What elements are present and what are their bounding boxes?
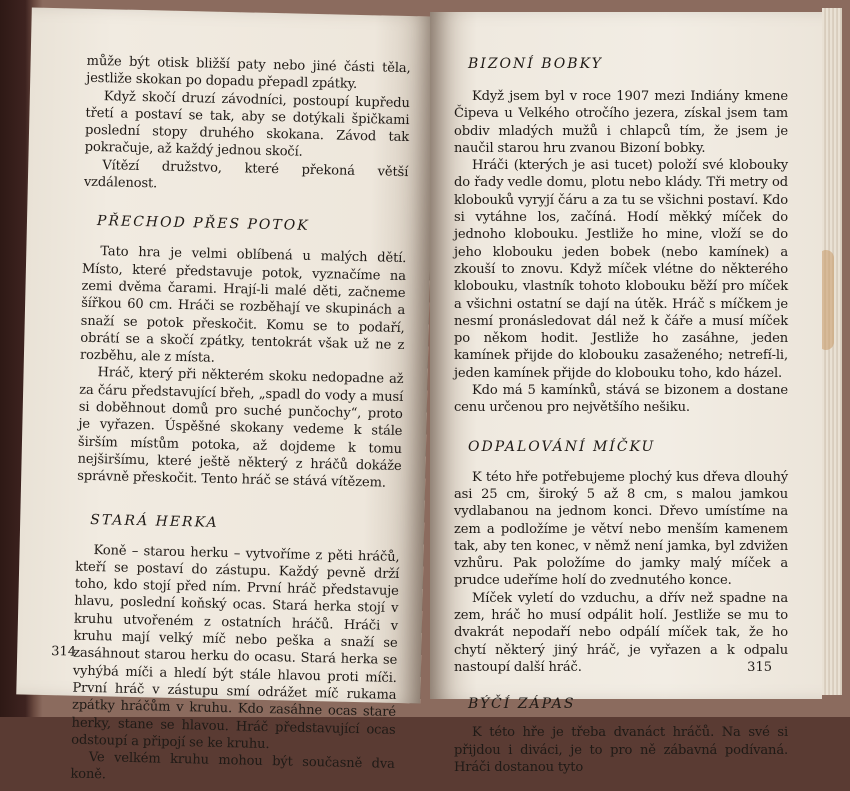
section-heading: BIZONÍ BOBKY (468, 56, 603, 72)
section-heading: PŘECHOD PŘES POTOK (96, 213, 310, 235)
left-page (16, 8, 435, 783)
section-heading: ODPALOVÁNÍ MÍČKU (468, 438, 656, 455)
paragraph: Vítězí družstvo, které překoná větší vzdálenost. (83, 157, 409, 192)
paragraph: Kdo má 5 kamínků, stává se bizonem a dostane cenu určenou pro největšího nešiku. (454, 383, 788, 416)
paragraph: Když jsem byl v roce 1907 mezi Indiány kmene Čipeva u Velkého otročího jezera, získal jsem tam obdiv mladých mužů i chlapců tím, že jsem je naučil starou hru zvanou Bizoní bobky. (454, 89, 788, 156)
paragraph: K této hře je třeba dvanáct hráčů. Na své si přijdou i diváci, je to pro ně zábavná podívaná. Hráči dostanou tyto (454, 725, 788, 775)
paragraph: Když skočí druzí závodníci, postoupí kupředu třetí a postaví se tak, aby se dotýkali špičkami poslední stopy druhého skokana. Závod tak pokračuje, až každý jednou skočí. (84, 88, 410, 161)
page-edges (822, 8, 842, 695)
page-number: 315 (747, 660, 772, 675)
paragraph: Hráč, který při některém skoku nedopadne až za čáru představující břeh, „spadl do vody a musí si doběhnout domů pro suché punčochy“, proto je vyřazen. Úspěšné skokany vedeme k stále širším místům potoka, až dojdeme k tomu nejširšímu, které ještě některý z hráčů dokáže správně přeskočit. Tento hráč se stává vítězem. (77, 365, 404, 491)
paragraph: Hráči (kterých je asi tucet) položí své klobouky do řady vedle domu, plotu nebo klády. Tři metry od klobouků vyryjí čáru a za tu se všichni postaví. Kdo si vytáhne los, začíná. Hodí měkký míček do jednoho klobouku. Jestliže ho mine, vloží se do jeho klobouku jeden bobek (nebo kamínek) a zkouší to znovu. Když míček vlétne do některého klobouku, vlastník tohoto klobouku běží pro míček a všichni ostatní se dají na útěk. Hráč s míčkem je nesmí pronásledovat dál než k čáře a musí míček po někom hodit. Jestliže ho zasáhne, jeden kamínek přijde do klobouku zasaženého; netrefí-li, jeden kamínek přijde do klobouku toho, kdo házel. (454, 158, 788, 381)
section-heading: BÝČÍ ZÁPAS (468, 696, 576, 713)
paragraph: K této hře potřebujeme plochý kus dřeva dlouhý asi 25 cm, široký 5 až 8 cm, s malou jamkou vydlabanou na jednom konci. Dřevo umístíme na zem a podložíme je větví nebo menším kamenem tak, aby ten konec, v němž není jamka, byl zdvižen vzhůru. Pak položíme do jamky malý míček a prudce udeříme holí do zvednutého konce. (454, 469, 788, 589)
right-page (430, 12, 822, 775)
paragraph: může být otisk bližší paty nebo jiné části těla, jestliže skokan po dopadu přepadl zpátky. (86, 53, 411, 93)
paragraph: Ve velkém kruhu mohou být současně dva koně. (70, 750, 395, 783)
page-number: 314 (51, 644, 77, 660)
section-heading: STARÁ HERKA (90, 511, 219, 531)
paragraph: Míček vyletí do vzduchu, a dřív než spadne na zem, hráč ho musí odpálit holí. Jestliže se mu to dvakrát nepodaří nebo odpálí míček tak, že ho chytí některý jiný hráč, je vyřazen a k odpalu nastoupí další hráč. (454, 590, 788, 675)
paragraph: Tato hra je velmi oblíbená u malých dětí. Místo, které představuje potok, vyznačíme na zemi dvěma čarami. Hrají-li malé děti, začneme šířkou 60 cm. Hráči se rozběhají ve skupinách a snaží se potok přeskočit. Komu se to podaří, obrátí se a skočí zpátky, tentokrát však už ne z rozběhu, ale z místa. (79, 244, 407, 366)
paragraph: Koně – starou herku – vytvoříme z pěti hráčů, kteří se postaví do zástupu. Každý pevně drží toho, kdo stojí před ním. První hráč představuje hlavu, poslední koňský ocas. Stará herka stojí v kruhu utvořeném z ostatních hráčů. Hráči v kruhu mají velký míč nebo peška a snaží se zasáhnout starou herku do ocasu. Stará herka se vyhýbá míči a hledí být stále hlavou proti míči. První hráč v zástupu smí odrážet míč rukama zpátky hráčům v kruhu. Kdo zasáhne ocas staré herky, stane se hlavou. Hráč představující ocas odstoupí a připojí se ke kruhu. (71, 542, 400, 752)
